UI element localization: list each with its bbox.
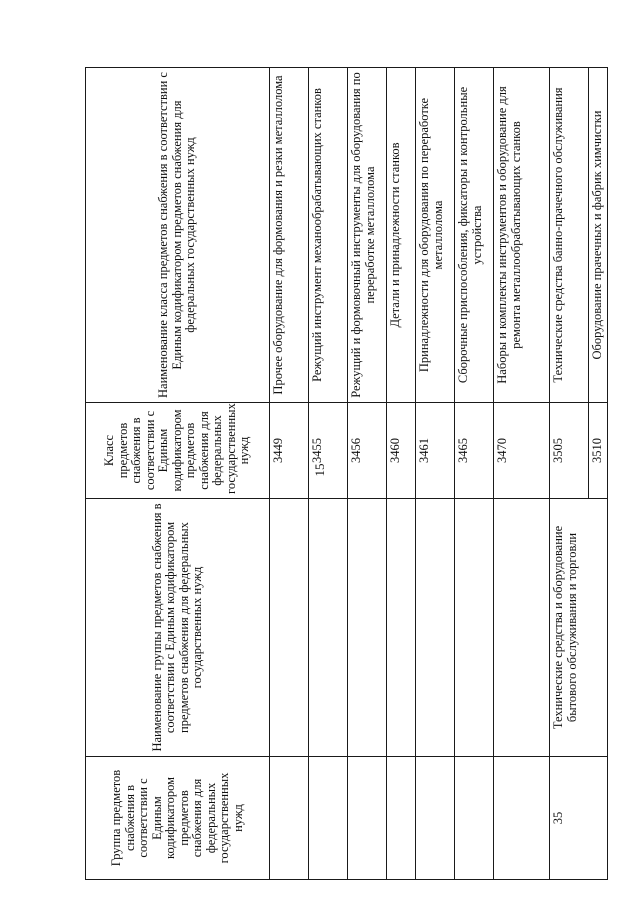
table-row xyxy=(348,68,387,880)
class-name-cell: Принадлежности для оборудования по переработке металлолома xyxy=(416,68,455,403)
group-cell xyxy=(270,757,309,880)
table-row xyxy=(270,68,309,880)
table-row xyxy=(387,68,416,880)
group-cell xyxy=(387,757,416,880)
group-name-cell xyxy=(416,499,455,757)
class-cell: 3505 xyxy=(550,403,589,499)
group-name-cell xyxy=(387,499,416,757)
class-cell: 3510 xyxy=(589,403,608,499)
header-class: Класс предметов снабжения в соответствии с Единым кодификатором предметов снабжения для федеральных государственных нужд xyxy=(86,403,270,499)
group-cell xyxy=(416,757,455,880)
group-cell xyxy=(455,757,494,880)
table-row xyxy=(550,68,589,880)
class-name-cell: Оборудование прачечных и фабрик химчистки xyxy=(589,68,608,403)
rotated-table-wrapper xyxy=(85,68,604,880)
class-cell: 3470 xyxy=(494,403,550,499)
class-name-cell: Наборы и комплекты инструментов и оборудование для ремонта металлообрабатывающих станков xyxy=(494,68,550,403)
class-name-cell: Режущий и формовочный инструменты для оборудования по переработке металлолома xyxy=(348,68,387,403)
group-cell xyxy=(348,757,387,880)
page-number: 15 xyxy=(312,463,327,477)
group-name-cell: Технические средства и оборудование бытового обслуживания и торговли xyxy=(550,499,608,757)
group-cell xyxy=(494,757,550,880)
class-name-cell: Технические средства банно-прачечного обслуживания xyxy=(550,68,589,403)
group-name-cell xyxy=(270,499,309,757)
class-cell: 3456 xyxy=(348,403,387,499)
header-class-name: Наименование класса предметов снабжения в соответствии с Единым кодификатором предметов снабжения для федеральных государственных нужд xyxy=(86,68,270,403)
class-name-cell: Прочее оборудование для формования и резки металлолома xyxy=(270,68,309,403)
header-group-name: Наименование группы предметов снабжения в соответствии с Единым кодификатором предметов снабжения для федеральных государственных нужд xyxy=(86,499,270,757)
table-header-row xyxy=(86,68,270,880)
table-row xyxy=(309,68,348,880)
header-group: Группа предметов снабжения в соответствии с Единым кодификатором предметов снабжения для федеральных государственных нужд xyxy=(86,757,270,880)
class-name-cell: Режущий инструмент механообрабатывающих станков xyxy=(309,68,348,403)
class-cell: 3460 xyxy=(387,403,416,499)
group-cell: 35 xyxy=(550,757,608,880)
class-cell: 3449 xyxy=(270,403,309,499)
group-name-cell xyxy=(348,499,387,757)
table-row xyxy=(455,68,494,880)
group-name-cell xyxy=(494,499,550,757)
group-name-cell xyxy=(455,499,494,757)
class-cell: 3455 xyxy=(309,403,348,499)
group-cell xyxy=(309,757,348,880)
table-row xyxy=(416,68,455,880)
class-name-cell: Детали и принадлежности станков xyxy=(387,68,416,403)
class-name-cell: Сборочные приспособления, фиксаторы и контрольные устройства xyxy=(455,68,494,403)
group-name-cell xyxy=(309,499,348,757)
supply-classes-table xyxy=(85,67,608,880)
table-row xyxy=(494,68,550,880)
class-cell: 3465 xyxy=(455,403,494,499)
class-cell: 3461 xyxy=(416,403,455,499)
